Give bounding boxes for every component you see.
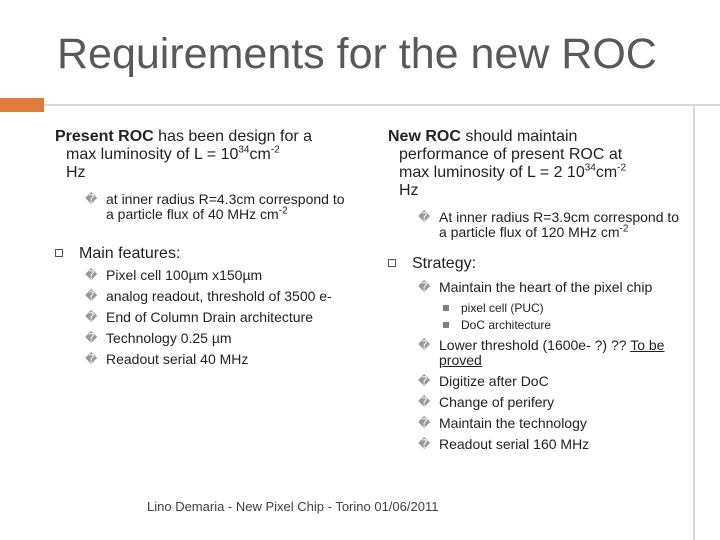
right-heading-lead: New ROC — [388, 128, 461, 145]
left-heading-line2 — [55, 146, 355, 164]
bullet-icon: � — [418, 374, 431, 388]
right-heading-sup2: -2 — [617, 162, 627, 174]
left-heading-sup2: -2 — [270, 144, 280, 156]
left-heading-line2-b: cm — [249, 146, 271, 163]
left-heading — [55, 128, 355, 182]
bullet-icon: � — [418, 280, 431, 294]
list-item-text: Change of perifery — [439, 394, 555, 410]
right-main-label: Strategy: — [412, 255, 477, 272]
bullet-icon: � — [85, 289, 98, 303]
right-heading-sup: 34 — [584, 162, 596, 174]
square-bullet-icon — [55, 249, 63, 257]
bullet-icon: � — [418, 416, 431, 430]
sub-list-item — [388, 318, 688, 332]
list-item — [55, 310, 355, 325]
bullet-icon: � — [418, 437, 431, 451]
list-item — [55, 268, 355, 283]
right-heading-line3 — [388, 164, 688, 182]
list-item — [388, 374, 688, 389]
list-item — [388, 416, 688, 431]
list-item — [388, 338, 688, 368]
left-heading-line3: Hz — [66, 164, 86, 181]
left-sub-sup: -2 — [278, 205, 288, 217]
left-main-label: Main features: — [79, 245, 181, 262]
list-item — [55, 289, 355, 304]
bullet-icon: � — [418, 395, 431, 409]
list-item-text: Lower threshold (1600e- ?) ?? — [439, 337, 631, 353]
list-item — [388, 280, 688, 295]
right-sub-text: At inner radius R=3.9cm correspond to a particle flux of 120 MHz cm — [439, 209, 680, 240]
list-item-underlined: To be proved — [439, 337, 665, 368]
sub-list-item-text: DoC architecture — [461, 318, 552, 332]
list-item-text: End of Column Drain architecture — [106, 309, 313, 325]
right-main-item — [388, 254, 688, 274]
list-item-text: Maintain the heart of the pixel chip — [439, 279, 653, 295]
left-heading-line2-a: max luminosity of L = 10 — [66, 146, 239, 163]
left-heading-lead: Present ROC — [55, 128, 154, 145]
bullet-icon: � — [418, 338, 431, 352]
bullet-icon: � — [85, 268, 98, 282]
right-strategy-list — [388, 280, 688, 452]
left-features-list — [55, 268, 355, 367]
title-divider — [44, 104, 720, 106]
bullet-icon: � — [85, 192, 98, 206]
bullet-icon: � — [418, 210, 431, 224]
bullet-icon: � — [85, 331, 98, 345]
list-item-text: Maintain the technology — [439, 415, 587, 431]
bullet-icon: � — [85, 310, 98, 324]
square-bullet-icon — [443, 322, 449, 328]
list-item — [388, 437, 688, 452]
list-item-text: Readout serial 40 MHz — [106, 351, 249, 367]
list-item — [388, 395, 688, 410]
left-heading-sup: 34 — [238, 144, 250, 156]
left-column — [55, 128, 355, 367]
list-item — [55, 331, 355, 346]
sub-list-item — [388, 301, 688, 315]
right-column — [388, 128, 688, 452]
list-item-text: Digitize after DoC — [439, 373, 549, 389]
right-sub-item — [388, 210, 688, 240]
right-heading — [388, 128, 688, 200]
accent-bar — [0, 98, 44, 112]
right-heading-line4: Hz — [399, 182, 419, 199]
list-item — [55, 352, 355, 367]
right-heading-line2: performance of present ROC at — [399, 146, 623, 163]
right-heading-line3-b: cm — [595, 164, 618, 181]
left-sub-text: at inner radius R=4.3cm correspond to a particle flux of 40 MHz cm — [106, 191, 345, 222]
right-heading-rest: should maintain — [460, 128, 578, 145]
list-item-text: Pixel cell 100µm x150µm — [106, 267, 263, 283]
square-bullet-icon — [443, 305, 449, 311]
square-bullet-icon — [388, 259, 396, 267]
list-item-text: Readout serial 160 MHz — [439, 436, 590, 452]
left-sub-item — [55, 192, 355, 222]
slide-title: Requirements for the new ROC — [57, 30, 657, 78]
right-heading-line3-a: max luminosity of L = 2 10 — [399, 164, 585, 181]
right-divider — [693, 106, 695, 540]
list-item-text: analog readout, threshold of 3500 e- — [106, 288, 332, 304]
sub-list-item-text: pixel cell (PUC) — [461, 301, 544, 315]
list-item-text: Technology 0.25 µm — [106, 330, 232, 346]
right-sub-sup: -2 — [619, 223, 629, 235]
bullet-icon: � — [85, 352, 98, 366]
left-main-item — [55, 244, 355, 264]
footer-text: Lino Demaria - New Pixel Chip - Torino 01/06/2011 — [147, 499, 439, 514]
left-heading-rest: has been design for a — [153, 128, 313, 145]
